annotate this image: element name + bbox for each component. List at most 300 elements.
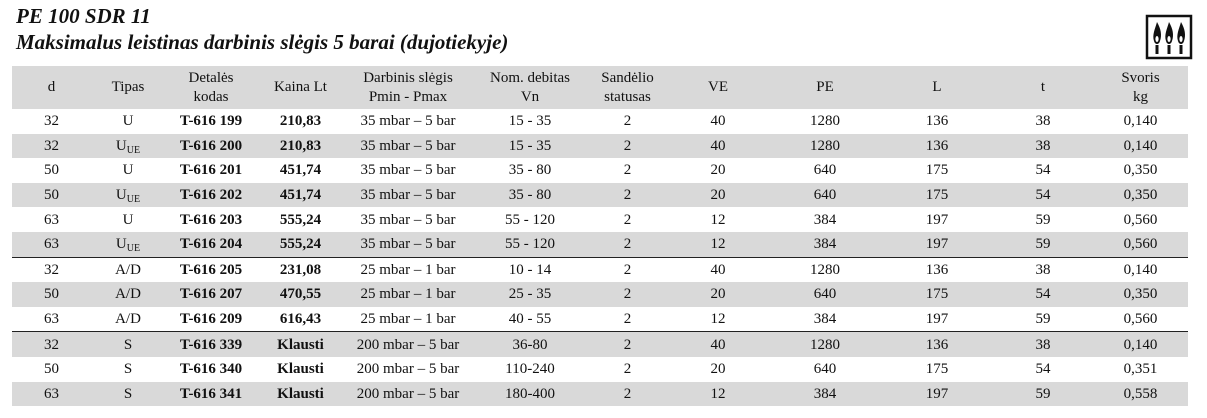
cell-type-text: U [115,137,127,154]
cell-flow-text: 55 - 120 [505,236,555,253]
cell-weight-text: 0,350 [1123,162,1158,179]
cell-pressure-text: 25 mbar – 1 bar [360,261,456,278]
column-header-label: Kaina Lt [274,79,327,95]
cell-pressure-text: 35 mbar – 5 bar [360,211,456,228]
cell-thickness-text: 38 [1035,137,1051,154]
cell-flow [472,382,588,407]
cell-type [91,232,165,257]
cell-pe-text: 640 [813,361,837,378]
cell-pe [769,158,881,183]
cell-thickness [993,158,1093,183]
cell-flow [472,109,588,134]
cell-weight-text: 0,560 [1123,211,1158,228]
cell-length-text: 136 [925,137,949,154]
cell-pressure-text: 200 mbar – 5 bar [356,361,460,378]
cell-length [881,257,993,282]
cell-ve [667,282,769,307]
type-subscript: UE [126,194,141,206]
cell-status [588,158,667,183]
cell-pe-text: 1280 [810,137,840,154]
cell-code-text: T-616 340 [179,361,243,378]
cell-code [165,134,257,159]
column-header [91,66,165,109]
cell-type [91,357,165,382]
cell-price-text: 210,83 [279,137,322,154]
cell-ve-text: 40 [710,113,726,130]
cell-status [588,357,667,382]
cell-flow-text: 35 - 80 [508,162,552,179]
cell-code [165,257,257,282]
cell-status-text: 2 [623,113,632,130]
cell-price-text: 470,55 [279,286,322,303]
cell-price [257,134,344,159]
column-header [667,66,769,109]
cell-thickness-text: 54 [1035,361,1051,378]
cell-weight [1093,357,1188,382]
cell-status [588,282,667,307]
cell-length-text: 197 [925,311,949,328]
cell-ve [667,232,769,257]
cell-length [881,382,993,407]
cell-ve-text: 12 [710,385,726,402]
column-header-label: Nom. debitas [490,69,570,86]
cell-thickness-text: 54 [1035,187,1051,204]
cell-diameter [12,282,91,307]
cell-pe-text: 640 [813,187,837,204]
table-row [12,134,1188,159]
cell-weight-text: 0,560 [1123,236,1158,253]
table-row [12,207,1188,232]
cell-type-text: S [123,336,133,353]
cell-ve-text: 40 [710,261,726,278]
cell-pressure [344,134,472,159]
cell-code [165,232,257,257]
cell-type [91,134,165,159]
cell-status-text: 2 [623,361,632,378]
cell-diameter [12,382,91,407]
cell-type-text: U [115,236,127,253]
cell-status-text: 2 [623,261,632,278]
column-header [1093,66,1188,109]
cell-diameter-text: 50 [44,286,59,303]
cell-pe-text: 1280 [810,113,840,130]
cell-type-text: A/D [115,261,141,278]
cell-pe-text: 1280 [810,336,840,353]
cell-weight-text: 0,140 [1123,137,1158,154]
cell-weight [1093,382,1188,407]
cell-pe [769,134,881,159]
cell-status-text: 2 [623,187,632,204]
cell-thickness-text: 59 [1035,211,1051,228]
cell-pressure [344,307,472,332]
cell-pressure [344,207,472,232]
cell-diameter-text: 63 [44,311,59,328]
cell-flow [472,257,588,282]
cell-weight-text: 0,350 [1123,187,1158,204]
cell-status [588,134,667,159]
cell-price [257,257,344,282]
cell-length-text: 175 [925,187,949,204]
cell-pressure-text: 200 mbar – 5 bar [356,336,460,353]
cell-type [91,158,165,183]
cell-length-text: 136 [925,336,949,353]
cell-pressure-text: 25 mbar – 1 bar [360,311,456,328]
cell-price [257,158,344,183]
cell-price [257,207,344,232]
cell-pressure [344,357,472,382]
cell-flow-text: 36-80 [512,336,548,353]
cell-price [257,282,344,307]
cell-ve-text: 20 [710,286,726,303]
cell-code-text: T-616 205 [179,261,243,278]
column-header [472,66,588,109]
cell-status-text: 2 [623,137,632,154]
cell-status-text: 2 [623,336,632,353]
cell-price-text: 616,43 [279,311,322,328]
cell-price [257,232,344,257]
cell-length-text: 197 [925,211,949,228]
cell-status [588,232,667,257]
cell-thickness-text: 59 [1035,236,1051,253]
cell-flow-text: 25 - 35 [508,286,552,303]
cell-status [588,257,667,282]
cell-ve [667,382,769,407]
cell-pressure-text: 25 mbar – 1 bar [360,286,456,303]
cell-status [588,382,667,407]
cell-status-text: 2 [623,385,632,402]
cell-pe-text: 640 [813,162,837,179]
cell-code-text: T-616 207 [179,286,243,303]
cell-code [165,183,257,208]
cell-status [588,207,667,232]
cell-ve [667,207,769,232]
cell-weight-text: 0,140 [1123,261,1158,278]
cell-type [91,207,165,232]
cell-diameter [12,257,91,282]
cell-pressure-text: 35 mbar – 5 bar [360,162,456,179]
cell-code-text: T-616 341 [179,385,243,402]
cell-weight [1093,158,1188,183]
cell-code [165,357,257,382]
cell-weight [1093,207,1188,232]
cell-price [257,307,344,332]
cell-code [165,382,257,407]
cell-price-text: 451,74 [279,187,322,204]
cell-diameter [12,158,91,183]
cell-length [881,134,993,159]
cell-pressure [344,109,472,134]
cell-type [91,332,165,357]
cell-weight-text: 0,140 [1123,336,1158,353]
cell-diameter [12,207,91,232]
cell-code-text: T-616 204 [179,236,243,253]
cell-flow [472,232,588,257]
cell-status-text: 2 [623,211,632,228]
cell-weight [1093,232,1188,257]
cell-pressure-text: 200 mbar – 5 bar [356,385,460,402]
column-header-label: Darbinis slėgis [363,69,453,86]
cell-pe-text: 1280 [810,261,840,278]
cell-diameter-text: 32 [44,336,59,353]
cell-type [91,109,165,134]
cell-weight [1093,183,1188,208]
cell-type-text: U [122,113,134,130]
cell-price [257,183,344,208]
cell-thickness [993,307,1093,332]
cell-thickness-text: 38 [1035,261,1051,278]
cell-status-text: 2 [623,286,632,303]
column-header-label: d [47,79,56,95]
cell-length-text: 136 [925,113,949,130]
table-body [12,109,1188,406]
cell-pressure [344,257,472,282]
cell-type-text: U [122,211,134,228]
cell-length [881,307,993,332]
cell-thickness [993,183,1093,208]
cell-type-text: A/D [115,286,141,303]
cell-code-text: T-616 202 [179,187,243,204]
column-header [881,66,993,109]
cell-pe [769,357,881,382]
cell-thickness-text: 38 [1035,336,1051,353]
table-header-row [12,66,1188,109]
cell-flow-text: 10 - 14 [508,261,552,278]
cell-flow-text: 15 - 35 [508,113,552,130]
cell-type [91,257,165,282]
cell-pe-text: 384 [813,211,837,228]
cell-thickness [993,382,1093,407]
cell-thickness-text: 38 [1035,113,1051,130]
cell-type-text: U [122,162,134,179]
cell-type [91,307,165,332]
cell-flow-text: 180-400 [505,385,555,402]
cell-ve [667,257,769,282]
cell-diameter-text: 63 [44,211,59,228]
cell-pe-text: 384 [813,236,837,253]
cell-thickness [993,257,1093,282]
cell-pe [769,332,881,357]
cell-diameter-text: 50 [44,361,59,378]
column-header [344,66,472,109]
cell-length [881,357,993,382]
cell-pressure [344,232,472,257]
cell-ve [667,357,769,382]
cell-ve-text: 40 [710,137,726,154]
cell-type-text: U [115,187,127,204]
cell-flow [472,207,588,232]
cell-thickness-text: 59 [1035,311,1051,328]
column-header [257,66,344,109]
cell-weight [1093,109,1188,134]
cell-ve-text: 12 [710,311,726,328]
cell-pe [769,207,881,232]
cell-code [165,282,257,307]
column-header-sublabel: kg [1133,88,1148,105]
cell-price [257,357,344,382]
cell-thickness-text: 59 [1035,385,1051,402]
cell-status [588,307,667,332]
cell-length-text: 197 [925,236,949,253]
table-row [12,109,1188,134]
cell-price-text: Klausti [277,385,324,402]
cell-pe-text: 640 [813,286,837,303]
cell-pe-text: 384 [813,311,837,328]
cell-weight [1093,332,1188,357]
cell-status [588,109,667,134]
cell-length [881,282,993,307]
cell-pe [769,183,881,208]
cell-price-text: 555,24 [279,211,322,228]
column-header-label: Sandėlio [601,69,654,86]
cell-weight-text: 0,140 [1123,113,1158,130]
cell-price [257,332,344,357]
cell-code-text: T-616 209 [179,311,243,328]
cell-ve [667,134,769,159]
cell-code [165,332,257,357]
cell-price-text: 451,74 [279,162,322,179]
table-row [12,232,1188,257]
cell-thickness [993,134,1093,159]
table-row [12,257,1188,282]
cell-length [881,232,993,257]
cell-price [257,382,344,407]
cell-code [165,307,257,332]
cell-code-text: T-616 339 [179,336,243,353]
cell-length [881,332,993,357]
cell-length-text: 136 [925,261,949,278]
table-row [12,382,1188,407]
column-header-sublabel: kodas [193,88,229,105]
cell-length [881,183,993,208]
cell-ve [667,158,769,183]
cell-type [91,282,165,307]
cell-flow-text: 110-240 [505,361,555,378]
cell-ve-text: 40 [710,336,726,353]
cell-thickness [993,357,1093,382]
cell-price-text: Klausti [277,336,324,353]
column-header [12,66,91,109]
cell-pressure [344,332,472,357]
column-header-label: VE [708,79,728,95]
cell-code-text: T-616 201 [179,162,243,179]
cell-pe [769,282,881,307]
cell-flow [472,357,588,382]
cell-thickness-text: 54 [1035,162,1051,179]
product-table [12,66,1188,406]
cell-weight [1093,257,1188,282]
cell-pe [769,382,881,407]
cell-diameter-text: 32 [44,113,59,130]
cell-code [165,158,257,183]
table-row [12,307,1188,332]
cell-length [881,109,993,134]
cell-pe-text: 384 [813,385,837,402]
cell-thickness [993,207,1093,232]
table-row [12,183,1188,208]
cell-weight-text: 0,558 [1123,385,1158,402]
cell-flow [472,134,588,159]
cell-flow-text: 15 - 35 [508,137,552,154]
column-header-sublabel: Pmin - Pmax [368,88,448,105]
cell-pressure-text: 35 mbar – 5 bar [360,113,456,130]
cell-type-text: S [123,385,133,402]
cell-length-text: 197 [925,385,949,402]
column-header [993,66,1093,109]
table-row [12,357,1188,382]
cell-length [881,207,993,232]
cell-diameter-text: 32 [44,261,59,278]
table-row [12,158,1188,183]
cell-length-text: 175 [925,162,949,179]
cell-status-text: 2 [623,311,632,328]
cell-ve [667,307,769,332]
cell-pressure [344,282,472,307]
cell-ve-text: 20 [710,162,726,179]
cell-diameter [12,109,91,134]
cell-code-text: T-616 200 [179,137,243,154]
column-header [165,66,257,109]
cell-weight-text: 0,350 [1123,286,1158,303]
cell-code-text: T-616 203 [179,211,243,228]
cell-diameter [12,134,91,159]
cell-flow [472,158,588,183]
cell-status [588,183,667,208]
cell-flow-text: 35 - 80 [508,187,552,204]
cell-price-text: 231,08 [279,261,322,278]
column-header-label: Tipas [111,79,145,95]
cell-pressure-text: 35 mbar – 5 bar [360,187,456,204]
cell-pe [769,257,881,282]
cell-status-text: 2 [623,162,632,179]
cell-type [91,183,165,208]
cell-ve-text: 20 [710,187,726,204]
cell-status-text: 2 [623,236,632,253]
cell-price-text: 210,83 [279,113,322,130]
cell-code-text: T-616 199 [179,113,243,130]
cell-pressure-text: 35 mbar – 5 bar [360,137,456,154]
cell-code [165,207,257,232]
cell-weight-text: 0,560 [1123,311,1158,328]
cell-diameter [12,232,91,257]
cell-weight [1093,282,1188,307]
cell-diameter [12,183,91,208]
column-header-label: L [932,79,942,95]
cell-pressure [344,183,472,208]
cell-thickness [993,232,1093,257]
cell-pressure-text: 35 mbar – 5 bar [360,236,456,253]
cell-ve-text: 20 [710,361,726,378]
cell-pressure [344,158,472,183]
cell-ve [667,109,769,134]
cell-status [588,332,667,357]
page-subtitle: Maksimalus leistinas darbinis slėgis 5 barai (dujotiekyje) [16,30,509,54]
cell-length-text: 175 [925,361,949,378]
cell-pressure [344,382,472,407]
cell-flow-text: 40 - 55 [508,311,552,328]
cell-type [91,382,165,407]
table-row [12,282,1188,307]
cell-price [257,109,344,134]
column-header-label: PE [816,79,834,95]
cell-diameter [12,357,91,382]
cell-weight [1093,307,1188,332]
cell-price-text: 555,24 [279,236,322,253]
column-header-sublabel: Vn [520,88,540,105]
cell-ve-text: 12 [710,211,726,228]
cell-type-text: A/D [115,311,141,328]
column-header-sublabel: statusas [604,88,651,105]
cell-flow [472,332,588,357]
